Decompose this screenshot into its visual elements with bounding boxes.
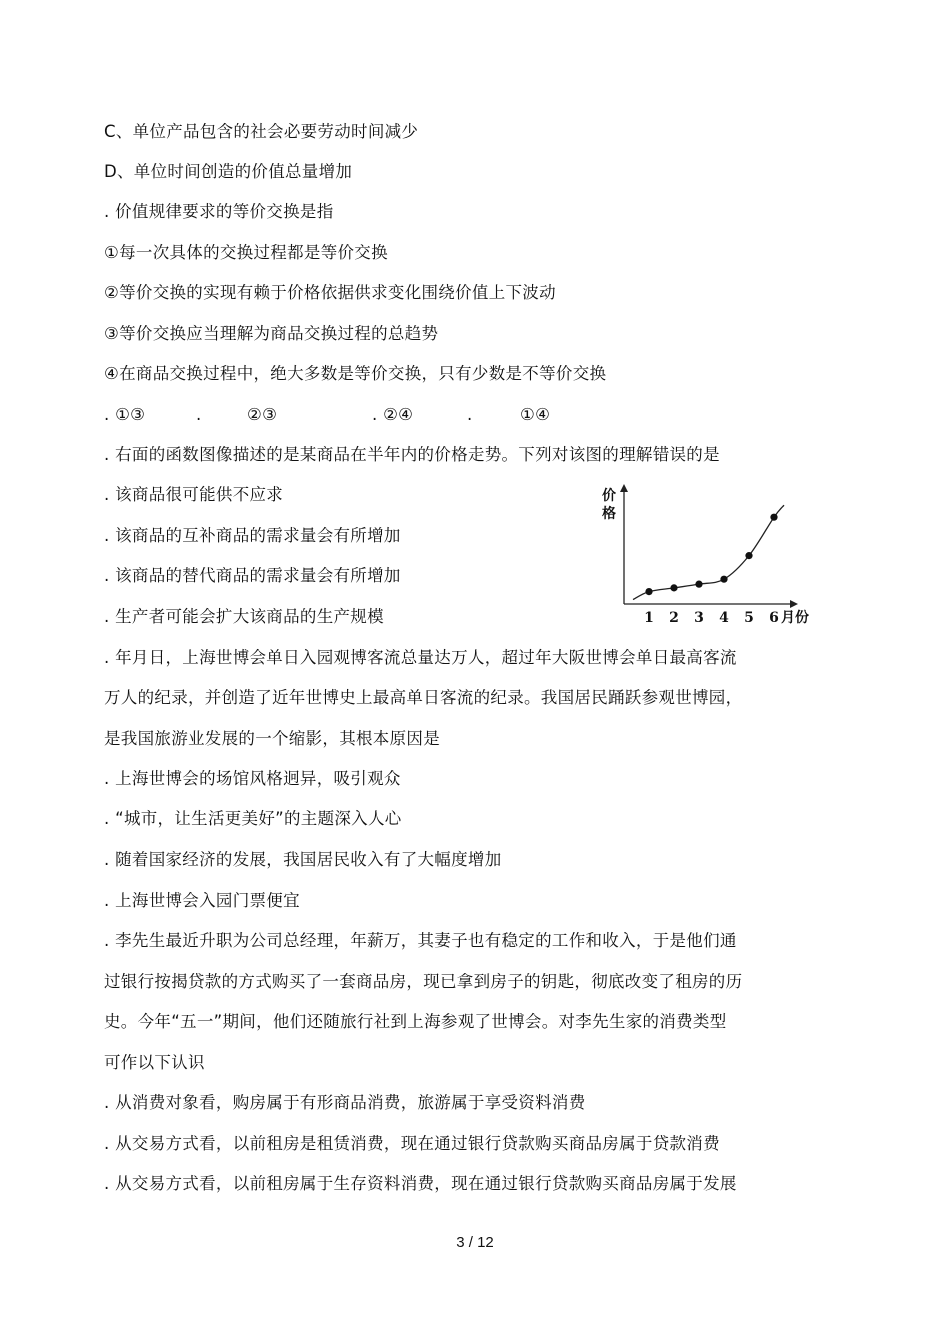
option-c: . ②④ [372,405,414,424]
option-d-marker: . [467,405,473,424]
x-axis-label: 月份 [781,610,809,626]
x-axis-arrow [790,600,798,608]
question-stem: . 年月日，上海世博会单日入园观博客流总量达万人，超过年大阪世博会单日最高客流 [104,648,737,667]
data-point [745,552,752,559]
data-point [695,581,702,588]
text-line: 是我国旅游业发展的一个缩影，其根本原因是 [104,729,440,748]
option-b: ②③ [247,405,278,424]
series-line [633,505,784,599]
question-stem: . 价值规律要求的等价交换是指 [104,202,334,221]
price-trend-chart [594,478,824,638]
x-tick-label: 5 [744,610,754,626]
y-axis-arrow [620,484,628,492]
text-line: . 该商品的替代商品的需求量会有所增加 [104,566,401,585]
option-a: . ①③ [104,405,146,424]
data-point [770,514,777,521]
data-point [645,588,652,595]
text-line: 过银行按揭贷款的方式购买了一套商品房，现已拿到房子的钥匙，彻底改变了租房的历 [104,972,743,991]
question-stem: . 李先生最近升职为公司总经理，年薪万，其妻子也有稳定的工作和收入，于是他们通 [104,931,737,950]
x-tick-label: 6 [769,610,779,626]
text-line: ①每一次具体的交换过程都是等价交换 [104,243,388,262]
text-line: . 从交易方式看，以前租房是租赁消费，现在通过银行贷款购买商品房属于贷款消费 [104,1134,720,1153]
y-axis-label-part: 格 [602,506,616,522]
text-line: . 生产者可能会扩大该商品的生产规模 [104,607,384,626]
text-line: 可作以下认识 [104,1053,205,1072]
answer-options [104,404,584,426]
data-point [670,584,677,591]
text-line: ③等价交换应当理解为商品交换过程的总趋势 [104,324,439,343]
x-tick-label: 4 [719,610,729,626]
text-line: D、单位时间创造的价值总量增加 [104,162,353,181]
text-line: . 从消费对象看，购房属于有形商品消费，旅游属于享受资料消费 [104,1093,586,1112]
text-line: ④在商品交换过程中，绝大多数是等价交换，只有少数是不等价交换 [104,364,607,383]
text-line: . 该商品很可能供不应求 [104,485,284,504]
y-axis-label-part: 价 [602,488,616,504]
text-line: . “城市，让生活更美好”的主题深入人心 [104,809,402,828]
text-line: . 上海世博会的场馆风格迥异，吸引观众 [104,769,401,788]
text-line: . 该商品的互补商品的需求量会有所增加 [104,526,401,545]
text-line: C、单位产品包含的社会必要劳动时间减少 [104,122,419,141]
option-d: ①④ [520,405,551,424]
text-line: . 上海世博会入园门票便宜 [104,891,300,910]
x-tick-label: 3 [694,610,704,626]
text-line: . 随着国家经济的发展，我国居民收入有了大幅度增加 [104,850,502,869]
text-line: . 从交易方式看，以前租房属于生存资料消费，现在通过银行贷款购买商品房属于发展 [104,1174,737,1193]
option-b-marker: . [196,405,202,424]
text-line: ②等价交换的实现有赖于价格依据供求变化围绕价值上下波动 [104,283,556,302]
text-line: 万人的纪录，并创造了近年世博史上最高单日客流的纪录。我国居民踊跃参观世博园， [104,688,743,707]
page-number: 3 / 12 [456,1234,494,1251]
x-tick-label: 1 [644,610,654,626]
text-line: 史。今年“五一”期间，他们还随旅行社到上海参观了世博会。对李先生家的消费类型 [104,1012,727,1031]
question-stem: . 右面的函数图像描述的是某商品在半年内的价格走势。下列对该图的理解错误的是 [104,445,720,464]
x-tick-label: 2 [669,610,679,626]
data-point [720,576,727,583]
